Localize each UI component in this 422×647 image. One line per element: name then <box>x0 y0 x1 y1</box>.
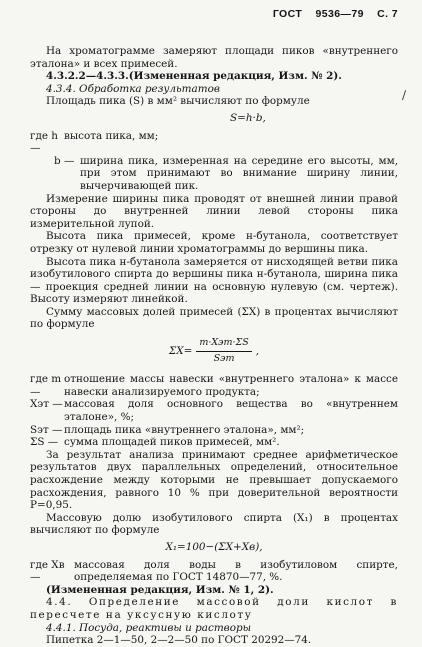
definition-text: площадь пика «внутреннего эталона», мм²; <box>64 423 305 436</box>
definition-sum-s <box>30 436 398 449</box>
definition-label: b — <box>54 154 75 167</box>
definition-set <box>30 424 398 437</box>
paragraph: Пипетка 2—1—50, 2—2—50 по ГОСТ 20292—74. <box>46 634 312 647</box>
subsection-heading: 4.4.1. Посуда, реактивы и растворы <box>46 621 252 634</box>
definition-label: где h — <box>30 129 58 155</box>
page-header <box>263 8 398 20</box>
definition-b <box>30 155 398 193</box>
paragraph: Измерение ширины пика проводят от внешней линии правой стороны до внутренней линии левой стороны пика измерительной лупой. <box>30 192 398 230</box>
definition-label: где Xв — <box>30 558 65 584</box>
definition-text: ширина пика, измеренная на середине его высоты, мм, при этом принимают во внимание ширину линии, вычерчивающей пик. <box>80 154 398 192</box>
definition-m <box>30 373 398 398</box>
header-standard-number: 9536—79 <box>315 8 364 20</box>
paragraph: На хроматограмме замеряют площади пиков «внутреннего эталона» и всех примесей. <box>30 45 398 70</box>
definition-text: сумма площадей пиков примесей, мм². <box>64 436 280 449</box>
formula-tail: , <box>255 344 260 357</box>
definition-text: массовая доля воды в изобутиловом спирте, определяемая по ГОСТ 14870—77, %. <box>74 558 398 584</box>
definition-label: Xэт — <box>30 398 63 411</box>
paragraph: Сумму массовых долей примесей (ΣX) в процентах вычисляют по формуле <box>30 305 398 331</box>
paragraph: Высота пика н-бутанола замеряется от нисходящей ветви пика изобутилового спирта до вершины пика н-бутанола, ширина пика — проекция средней линии на основную нулевую (см. чертеж). Высоту измеряют линейкой. <box>30 255 398 306</box>
paragraph: Высота пика примесей, кроме н-бутанола, соответствует отрезку от нулевой линии хроматограммы до вершины пика. <box>30 230 398 255</box>
definition-xet <box>30 398 398 423</box>
definition-label: Sэт — <box>30 423 63 436</box>
formula-numerator: m·Xэт·ΣS <box>196 337 251 352</box>
formula-sum-impurities <box>30 337 398 365</box>
definition-xv <box>30 559 398 584</box>
formula-isobutanol: X₁=100−(ΣX+Xв), <box>165 540 263 553</box>
amendment-note: (Измененная редакция, Изм. № 1, 2). <box>46 583 274 596</box>
paragraph: За результат анализа принимают среднее арифметическое результатов двух параллельных определений, относительное расхождение между которыми не превышает допускаемого расхождения, равного 10 % при доверительной вероятности P=0,95. <box>30 448 398 512</box>
document-body <box>30 45 398 647</box>
margin-tick-mark: ∕ <box>402 88 407 102</box>
section-heading: 4.3.4. Обработка результатов <box>46 82 220 95</box>
header-page-number: С. 7 <box>377 8 398 20</box>
section-heading: 4.4. Определение массовой доли кислот в пересчете на уксусную кислоту <box>30 596 398 621</box>
definition-text: отношение массы навески «внутреннего эталона» к массе навески анализируемого продукта; <box>64 373 398 398</box>
amendment-note: 4.3.2.2—4.3.3.(Измененная редакция, Изм. № 2). <box>46 70 342 83</box>
paragraph: Площадь пика (S) в мм² вычисляют по формуле <box>46 95 310 108</box>
definition-text: высота пика, мм; <box>64 129 159 142</box>
definition-label: ΣS — <box>30 436 59 449</box>
paragraph: Массовую долю изобутилового спирта (X₁) в процентах вычисляют по формуле <box>30 511 398 537</box>
formula-lhs: ΣX= <box>168 344 193 357</box>
definition-text: массовая доля основного вещества во «внутреннем эталоне», %; <box>64 398 398 424</box>
definition-label: где m — <box>30 373 62 398</box>
formula-area: S=h·b, <box>230 111 266 124</box>
formula-denominator: Sэт <box>213 352 235 364</box>
definition-h <box>30 130 398 155</box>
header-gost: ГОСТ <box>272 8 303 20</box>
formula-fraction <box>196 337 251 365</box>
